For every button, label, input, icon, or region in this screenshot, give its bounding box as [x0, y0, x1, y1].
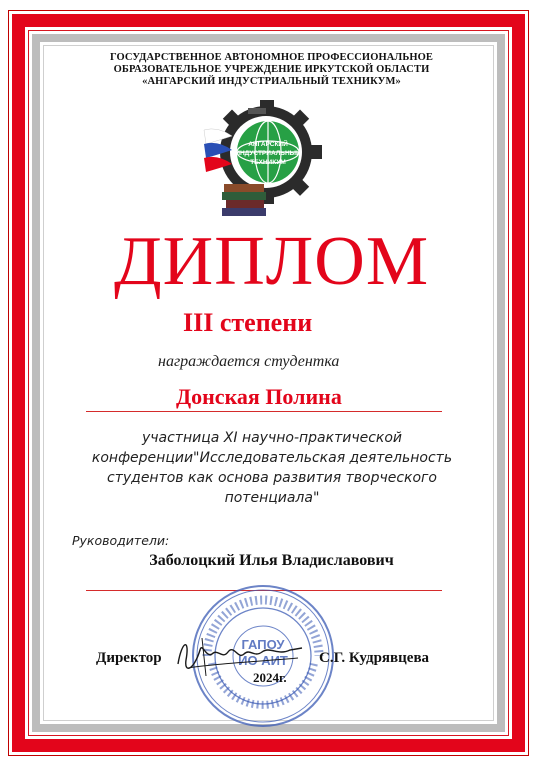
award-description — [78, 428, 466, 508]
svg-text:ГАПОУ: ГАПОУ — [241, 637, 285, 652]
award-year: 2024г. — [253, 670, 287, 685]
svg-text:ИО АИТ: ИО АИТ — [238, 653, 288, 668]
description-line-3: студентов как основа развития творческого — [107, 470, 437, 486]
svg-text:ТЕХНИКУМ: ТЕХНИКУМ — [250, 159, 286, 166]
svg-text:АНГАРСКИЙ: АНГАРСКИЙ — [248, 141, 288, 148]
leader-name: Заболоцкий Илья Владиславович — [149, 552, 394, 569]
recipient-name: Донская Полина — [176, 384, 342, 409]
diploma-title: ДИПЛОМ — [113, 223, 430, 300]
institution-header — [60, 52, 483, 88]
description-line-4: потенциала" — [224, 490, 320, 506]
institution-line-2: ОБРАЗОВАТЕЛЬНОЕ УЧРЕЖДЕНИЕ ИРКУТСКОЙ ОБЛАСТИ — [113, 64, 430, 75]
institution-line-1: ГОСУДАРСТВЕННОЕ АВТОНОМНОЕ ПРОФЕССИОНАЛЬНОЕ — [109, 52, 434, 63]
awarded-text: награждается студентка — [158, 353, 340, 370]
leaders-label: Руководители: — [72, 533, 170, 548]
recipient-underline — [86, 411, 442, 412]
diploma-degree: III степени — [183, 308, 313, 337]
description-line-1: участница XI научно-практической — [141, 430, 403, 446]
director-name: С.Г. Кудрявцева — [319, 650, 430, 666]
college-emblem-icon — [198, 100, 322, 220]
svg-text:ИНДУСТРИАЛЬНЫЙ: ИНДУСТРИАЛЬНЫЙ — [235, 150, 301, 157]
description-line-2: конференции"Исследовательская деятельность — [91, 450, 453, 466]
institution-line-3: «АНГАРСКИЙ ИНДУСТРИАЛЬНЫЙ ТЕХНИКУМ» — [142, 76, 401, 87]
director-label: Директор — [96, 650, 162, 666]
